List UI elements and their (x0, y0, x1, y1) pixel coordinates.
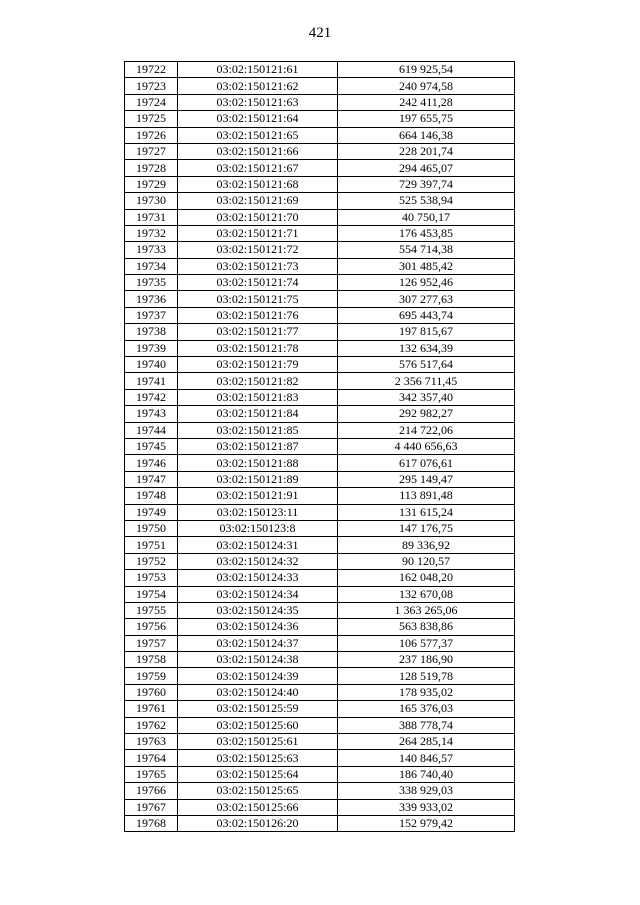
table-row (125, 357, 515, 373)
cadastral-number-cell: 03:02:150121:68 (178, 176, 338, 192)
row-number-cell: 19735 (125, 275, 178, 291)
cadastral-value-cell: 292 982,27 (338, 406, 515, 422)
cadastral-number-cell: 03:02:150125:60 (178, 717, 338, 733)
cadastral-value-cell: 214 722,06 (338, 422, 515, 438)
row-number-cell: 19723 (125, 78, 178, 94)
cadastral-value-cell: 617 076,61 (338, 455, 515, 471)
row-number-cell: 19767 (125, 799, 178, 815)
table-row (125, 225, 515, 241)
row-number-cell: 19732 (125, 225, 178, 241)
table-row (125, 553, 515, 569)
cadastral-number-cell: 03:02:150121:84 (178, 406, 338, 422)
cadastral-number-cell: 03:02:150121:87 (178, 438, 338, 454)
row-number-cell: 19750 (125, 520, 178, 536)
cadastral-value-cell: 307 277,63 (338, 291, 515, 307)
cadastral-value-cell: 240 974,58 (338, 78, 515, 94)
row-number-cell: 19764 (125, 750, 178, 766)
row-number-cell: 19738 (125, 324, 178, 340)
table-row (125, 209, 515, 225)
table-row (125, 127, 515, 143)
cadastral-value-cell: 2 356 711,45 (338, 373, 515, 389)
row-number-cell: 19758 (125, 652, 178, 668)
row-number-cell: 19757 (125, 635, 178, 651)
cadastral-value-cell: 40 750,17 (338, 209, 515, 225)
cadastral-value-cell: 128 519,78 (338, 668, 515, 684)
cadastral-value-cell: 186 740,40 (338, 766, 515, 782)
cadastral-number-cell: 03:02:150121:74 (178, 275, 338, 291)
table-row (125, 602, 515, 618)
cadastral-number-cell: 03:02:150125:59 (178, 701, 338, 717)
cadastral-value-cell: 342 357,40 (338, 389, 515, 405)
cadastral-value-cell: 147 176,75 (338, 520, 515, 536)
row-number-cell: 19763 (125, 734, 178, 750)
cadastral-value-table (124, 61, 515, 832)
cadastral-value-cell: 165 376,03 (338, 701, 515, 717)
cadastral-number-cell: 03:02:150121:72 (178, 242, 338, 258)
cadastral-value-cell: 140 846,57 (338, 750, 515, 766)
cadastral-value-cell: 576 517,64 (338, 357, 515, 373)
row-number-cell: 19748 (125, 488, 178, 504)
cadastral-number-cell: 03:02:150125:63 (178, 750, 338, 766)
cadastral-value-cell: 197 655,75 (338, 111, 515, 127)
table-row (125, 78, 515, 94)
row-number-cell: 19731 (125, 209, 178, 225)
cadastral-value-cell: 525 538,94 (338, 193, 515, 209)
table-row (125, 766, 515, 782)
cadastral-value-cell: 126 952,46 (338, 275, 515, 291)
cadastral-number-cell: 03:02:150121:62 (178, 78, 338, 94)
table-row (125, 176, 515, 192)
table-row (125, 570, 515, 586)
cadastral-number-cell: 03:02:150121:61 (178, 62, 338, 78)
table-row (125, 406, 515, 422)
row-number-cell: 19745 (125, 438, 178, 454)
table-row (125, 783, 515, 799)
cadastral-number-cell: 03:02:150125:66 (178, 799, 338, 815)
cadastral-number-cell: 03:02:150124:40 (178, 684, 338, 700)
row-number-cell: 19755 (125, 602, 178, 618)
cadastral-value-cell: 242 411,28 (338, 94, 515, 110)
row-number-cell: 19765 (125, 766, 178, 782)
cadastral-value-cell: 113 891,48 (338, 488, 515, 504)
row-number-cell: 19730 (125, 193, 178, 209)
table-row (125, 586, 515, 602)
row-number-cell: 19727 (125, 143, 178, 159)
cadastral-number-cell: 03:02:150121:71 (178, 225, 338, 241)
table-row (125, 275, 515, 291)
table-row (125, 717, 515, 733)
cadastral-number-cell: 03:02:150124:31 (178, 537, 338, 553)
table-row (125, 734, 515, 750)
table-row (125, 111, 515, 127)
cadastral-value-cell: 90 120,57 (338, 553, 515, 569)
row-number-cell: 19729 (125, 176, 178, 192)
cadastral-number-cell: 03:02:150124:33 (178, 570, 338, 586)
cadastral-value-cell: 237 186,90 (338, 652, 515, 668)
cadastral-number-cell: 03:02:150121:69 (178, 193, 338, 209)
table-row (125, 389, 515, 405)
table-row (125, 537, 515, 553)
table-row (125, 520, 515, 536)
table-row (125, 324, 515, 340)
row-number-cell: 19736 (125, 291, 178, 307)
table-row (125, 62, 515, 78)
table-row (125, 143, 515, 159)
cadastral-number-cell: 03:02:150125:61 (178, 734, 338, 750)
cadastral-number-cell: 03:02:150121:73 (178, 258, 338, 274)
cadastral-number-cell: 03:02:150121:85 (178, 422, 338, 438)
cadastral-number-cell: 03:02:150121:70 (178, 209, 338, 225)
cadastral-number-cell: 03:02:150121:75 (178, 291, 338, 307)
table-row (125, 291, 515, 307)
row-number-cell: 19766 (125, 783, 178, 799)
row-number-cell: 19737 (125, 307, 178, 323)
table-row (125, 455, 515, 471)
cadastral-number-cell: 03:02:150123:11 (178, 504, 338, 520)
cadastral-number-cell: 03:02:150125:65 (178, 783, 338, 799)
cadastral-value-cell: 106 577,37 (338, 635, 515, 651)
table-row (125, 94, 515, 110)
cadastral-number-cell: 03:02:150121:65 (178, 127, 338, 143)
cadastral-number-cell: 03:02:150124:32 (178, 553, 338, 569)
cadastral-number-cell: 03:02:150121:88 (178, 455, 338, 471)
cadastral-number-cell: 03:02:150124:36 (178, 619, 338, 635)
cadastral-number-cell: 03:02:150121:83 (178, 389, 338, 405)
table-row (125, 668, 515, 684)
cadastral-value-cell: 1 363 265,06 (338, 602, 515, 618)
page-number: 421 (308, 25, 332, 41)
table-row (125, 258, 515, 274)
table-row (125, 652, 515, 668)
table-row (125, 422, 515, 438)
cadastral-value-cell: 554 714,38 (338, 242, 515, 258)
cadastral-number-cell: 03:02:150121:82 (178, 373, 338, 389)
cadastral-value-cell: 228 201,74 (338, 143, 515, 159)
row-number-cell: 19741 (125, 373, 178, 389)
cadastral-value-cell: 664 146,38 (338, 127, 515, 143)
cadastral-number-cell: 03:02:150124:38 (178, 652, 338, 668)
cadastral-number-cell: 03:02:150121:77 (178, 324, 338, 340)
cadastral-number-cell: 03:02:150121:63 (178, 94, 338, 110)
cadastral-number-cell: 03:02:150121:89 (178, 471, 338, 487)
cadastral-value-cell: 563 838,86 (338, 619, 515, 635)
cadastral-value-cell: 176 453,85 (338, 225, 515, 241)
table-row (125, 619, 515, 635)
row-number-cell: 19753 (125, 570, 178, 586)
cadastral-value-cell: 729 397,74 (338, 176, 515, 192)
cadastral-number-cell: 03:02:150124:39 (178, 668, 338, 684)
table-row (125, 160, 515, 176)
cadastral-value-cell: 295 149,47 (338, 471, 515, 487)
row-number-cell: 19726 (125, 127, 178, 143)
row-number-cell: 19725 (125, 111, 178, 127)
cadastral-value-cell: 4 440 656,63 (338, 438, 515, 454)
row-number-cell: 19768 (125, 815, 178, 831)
table-row (125, 438, 515, 454)
cadastral-number-cell: 03:02:150121:66 (178, 143, 338, 159)
table-row (125, 373, 515, 389)
cadastral-value-cell: 264 285,14 (338, 734, 515, 750)
table-row (125, 750, 515, 766)
cadastral-value-cell: 388 778,74 (338, 717, 515, 733)
row-number-cell: 19734 (125, 258, 178, 274)
row-number-cell: 19747 (125, 471, 178, 487)
table-body (125, 62, 515, 832)
cadastral-value-cell: 695 443,74 (338, 307, 515, 323)
cadastral-value-cell: 132 670,08 (338, 586, 515, 602)
row-number-cell: 19746 (125, 455, 178, 471)
cadastral-number-cell: 03:02:150121:79 (178, 357, 338, 373)
cadastral-value-cell: 152 979,42 (338, 815, 515, 831)
row-number-cell: 19752 (125, 553, 178, 569)
row-number-cell: 19724 (125, 94, 178, 110)
cadastral-number-cell: 03:02:150124:37 (178, 635, 338, 651)
cadastral-number-cell: 03:02:150121:64 (178, 111, 338, 127)
table-row (125, 701, 515, 717)
row-number-cell: 19754 (125, 586, 178, 602)
row-number-cell: 19740 (125, 357, 178, 373)
table-row (125, 307, 515, 323)
cadastral-number-cell: 03:02:150124:35 (178, 602, 338, 618)
cadastral-value-cell: 339 933,02 (338, 799, 515, 815)
row-number-cell: 19733 (125, 242, 178, 258)
cadastral-value-cell: 619 925,54 (338, 62, 515, 78)
row-number-cell: 19756 (125, 619, 178, 635)
table-row (125, 684, 515, 700)
table-row (125, 242, 515, 258)
row-number-cell: 19722 (125, 62, 178, 78)
row-number-cell: 19760 (125, 684, 178, 700)
row-number-cell: 19762 (125, 717, 178, 733)
cadastral-value-cell: 131 615,24 (338, 504, 515, 520)
row-number-cell: 19728 (125, 160, 178, 176)
table-row (125, 193, 515, 209)
row-number-cell: 19761 (125, 701, 178, 717)
row-number-cell: 19742 (125, 389, 178, 405)
row-number-cell: 19743 (125, 406, 178, 422)
row-number-cell: 19749 (125, 504, 178, 520)
row-number-cell: 19751 (125, 537, 178, 553)
cadastral-value-cell: 89 336,92 (338, 537, 515, 553)
table-row (125, 815, 515, 831)
table-row (125, 340, 515, 356)
cadastral-value-cell: 132 634,39 (338, 340, 515, 356)
cadastral-number-cell: 03:02:150121:78 (178, 340, 338, 356)
cadastral-value-cell: 338 929,03 (338, 783, 515, 799)
row-number-cell: 19759 (125, 668, 178, 684)
cadastral-number-cell: 03:02:150125:64 (178, 766, 338, 782)
cadastral-value-cell: 294 465,07 (338, 160, 515, 176)
cadastral-value-cell: 197 815,67 (338, 324, 515, 340)
cadastral-number-cell: 03:02:150123:8 (178, 520, 338, 536)
table-row (125, 504, 515, 520)
cadastral-number-cell: 03:02:150121:67 (178, 160, 338, 176)
table-row (125, 635, 515, 651)
cadastral-number-cell: 03:02:150121:91 (178, 488, 338, 504)
cadastral-value-cell: 301 485,42 (338, 258, 515, 274)
table-row (125, 471, 515, 487)
cadastral-number-cell: 03:02:150121:76 (178, 307, 338, 323)
cadastral-number-cell: 03:02:150126:20 (178, 815, 338, 831)
table-row (125, 488, 515, 504)
cadastral-value-cell: 178 935,02 (338, 684, 515, 700)
row-number-cell: 19739 (125, 340, 178, 356)
row-number-cell: 19744 (125, 422, 178, 438)
cadastral-value-cell: 162 048,20 (338, 570, 515, 586)
cadastral-number-cell: 03:02:150124:34 (178, 586, 338, 602)
table-row (125, 799, 515, 815)
